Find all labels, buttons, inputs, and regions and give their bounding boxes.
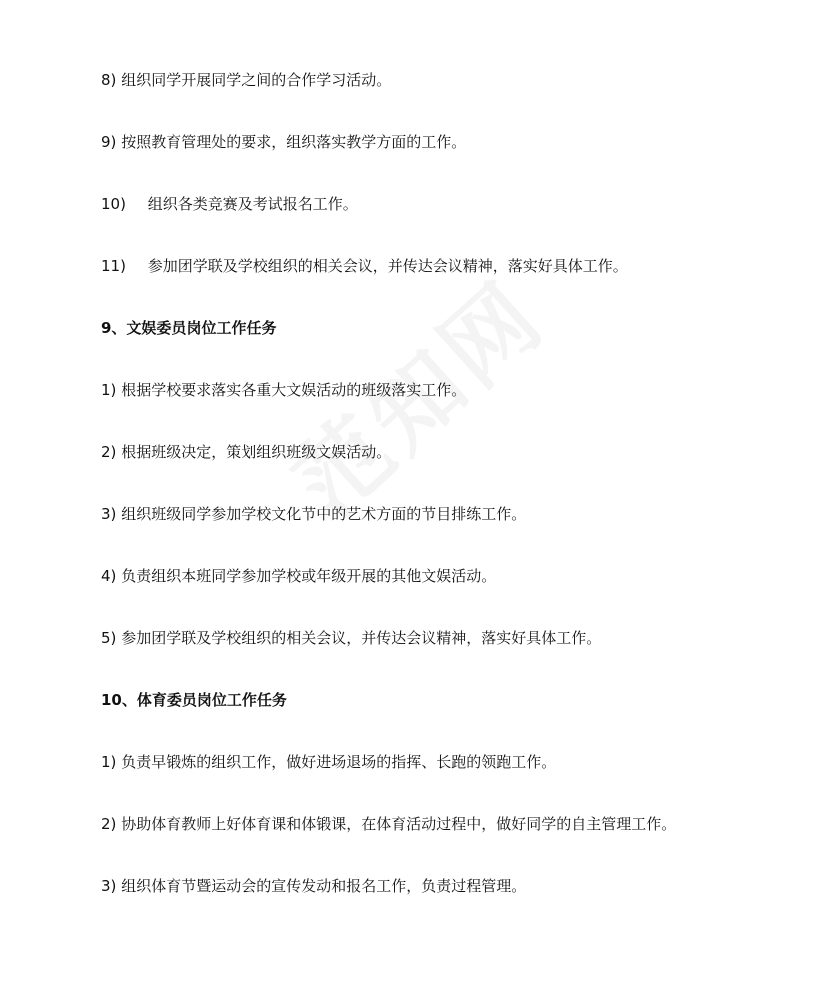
list-item-2 (101, 812, 676, 836)
item-number: 11) (101, 257, 126, 275)
list-item-4 (101, 564, 496, 588)
item-number: 3) (101, 505, 117, 523)
item-text: 组织各类竞赛及考试报名工作。 (147, 195, 358, 213)
item-number: 1) (101, 381, 117, 399)
item-number: 8) (101, 71, 117, 89)
list-item-9 (101, 130, 466, 154)
item-text: 组织同学开展同学之间的合作学习活动。 (121, 71, 392, 89)
item-number: 1) (101, 753, 117, 771)
list-item-10 (101, 192, 358, 216)
item-number: 2) (101, 815, 117, 833)
item-text: 根据班级决定，策划组织班级文娱活动。 (121, 443, 392, 461)
item-text: 组织体育节暨运动会的宣传发动和报名工作，负责过程管理。 (121, 877, 527, 895)
item-number: 10) (101, 195, 126, 213)
item-text: 参加团学联及学校组织的相关会议，并传达会议精神，落实好具体工作。 (121, 629, 602, 647)
section-heading-sports: 10、体育委员岗位工作任务 (101, 691, 287, 709)
list-item-1 (101, 750, 556, 774)
item-number: 9) (101, 133, 117, 151)
item-number: 4) (101, 567, 117, 585)
list-item-3 (101, 502, 526, 526)
item-text: 负责组织本班同学参加学校或年级开展的其他文娱活动。 (121, 567, 497, 585)
item-text: 协助体育教师上好体育课和体锻课，在体育活动过程中，做好同学的自主管理工作。 (121, 815, 677, 833)
list-item-1 (101, 378, 466, 402)
item-number: 5) (101, 629, 117, 647)
list-item-8 (101, 68, 391, 92)
list-item-5 (101, 626, 601, 650)
item-number: 2) (101, 443, 117, 461)
item-number: 3) (101, 877, 117, 895)
list-item-2 (101, 440, 391, 464)
item-text: 组织班级同学参加学校文化节中的艺术方面的节目排练工作。 (121, 505, 527, 523)
item-text: 负责早锻炼的组织工作，做好进场退场的指挥、长跑的领跑工作。 (121, 753, 557, 771)
list-item-3 (101, 874, 526, 898)
list-item-11 (101, 254, 628, 278)
item-text: 根据学校要求落实各重大文娱活动的班级落实工作。 (121, 381, 467, 399)
item-text: 按照教育管理处的要求，组织落实教学方面的工作。 (121, 133, 467, 151)
item-text: 参加团学联及学校组织的相关会议，并传达会议精神，落实好具体工作。 (147, 257, 628, 275)
section-heading-entertainment: 9、文娱委员岗位工作任务 (101, 319, 277, 337)
